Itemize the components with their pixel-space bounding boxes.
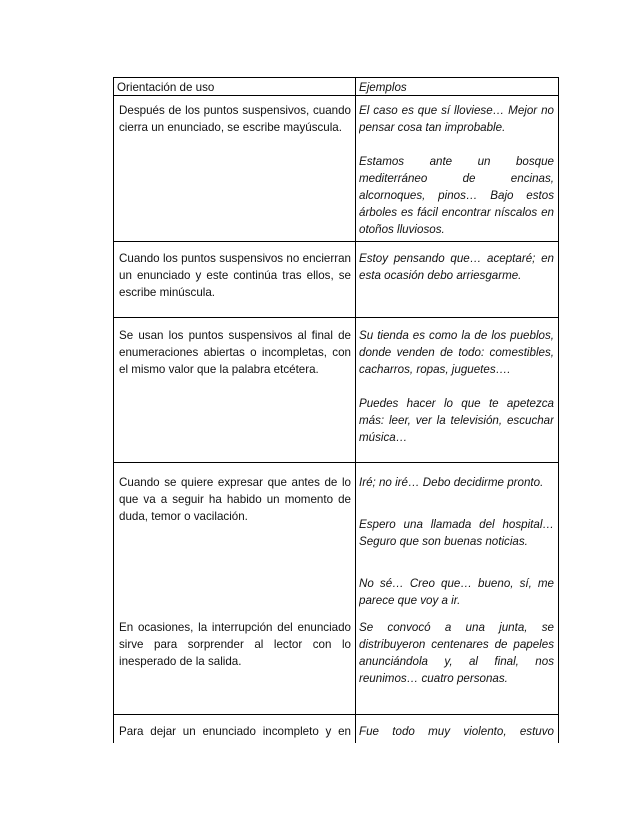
row-4-orientation: Cuando se quiere expresar que antes de lo que va a seguir ha habido un momento de duda, temor o vacilación. <box>119 476 351 523</box>
row-3-orientation: Se usan los puntos suspensivos al final de enumeraciones abiertas o incompletas, con el mismo valor que la palabra etcétera. <box>119 329 351 376</box>
row-4-example-1: Iré; no iré… Debo decidirme pronto. <box>359 476 544 489</box>
row-5-orientation: Para dejar un enunciado incompleto y en <box>119 725 351 738</box>
row-divider <box>114 714 558 715</box>
row-2-example-1: Estoy pensando que… aceptaré; en esta ocasión debo arriesgarme. <box>359 252 554 282</box>
row-3-example-2: Puedes hacer lo que te apetezca más: leer, ver la televisión, escuchar música… <box>359 397 554 444</box>
row-1-example-2: Estamos ante un bosque mediterráneo de encinas, alcornoques, pinos… Bajo estos árboles es fácil encontrar níscalos en otoños lluviosos. <box>359 155 554 236</box>
row-4-example-3: No sé… Creo que… bueno, sí, me parece que voy a ir. <box>359 577 554 607</box>
row-4-orientation-2: En ocasiones, la interrupción del enunciado sirve para sorprender al lector con lo inesperado de la salida. <box>119 621 351 668</box>
row-2-orientation: Cuando los puntos suspensivos no encierran un enunciado y este continúa tras ellos, se escribe minúscula. <box>119 252 351 299</box>
usage-table <box>113 77 559 743</box>
row-divider <box>114 462 558 463</box>
column-divider <box>355 78 356 743</box>
row-4-example-4: Se convocó a una junta, se distribuyeron centenares de papeles anunciándola y, al final, nos reunimos… cuatro personas. <box>359 621 554 685</box>
row-1-orientation: Después de los puntos suspensivos, cuando cierra un enunciado, se escribe mayúscula. <box>119 104 351 134</box>
row-divider <box>114 241 558 242</box>
row-5-example-1: Fue todo muy violento, estuvo <box>359 725 554 738</box>
row-4-example-2: Espero una llamada del hospital… Seguro que son buenas noticias. <box>359 518 554 548</box>
row-divider <box>114 317 558 318</box>
header-examples: Ejemplos <box>359 81 407 94</box>
row-1-example-1: El caso es que sí lloviese… Mejor no pensar cosa tan improbable. <box>359 104 554 134</box>
row-3-example-1: Su tienda es como la de los pueblos, donde venden de todo: comestibles, cacharros, ropas, juguetes…. <box>359 329 554 376</box>
header-orientation: Orientación de uso <box>117 81 215 94</box>
row-divider <box>114 95 558 96</box>
